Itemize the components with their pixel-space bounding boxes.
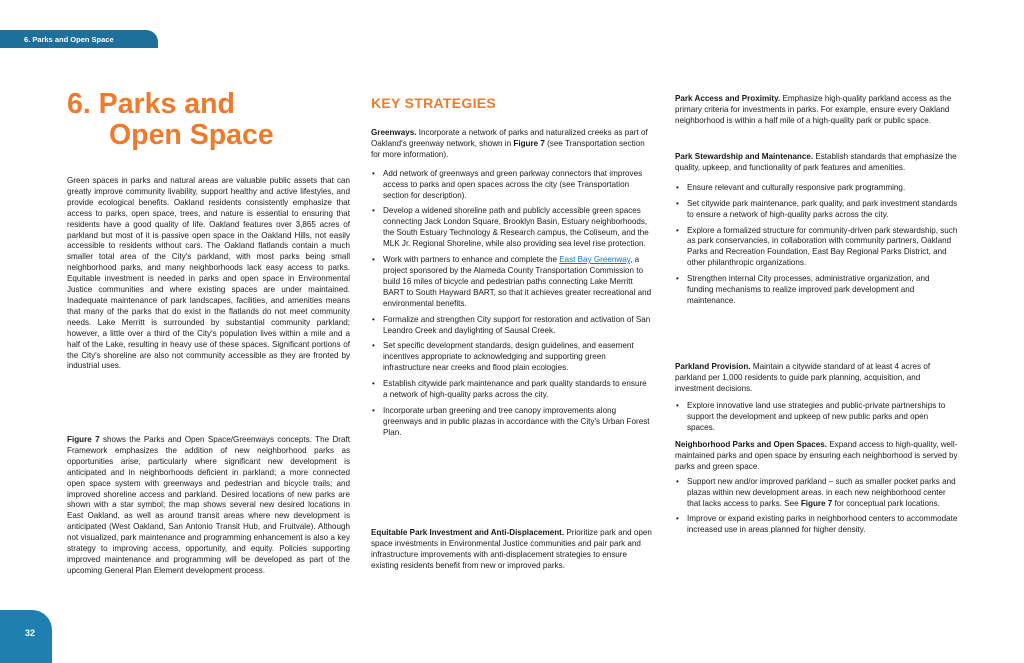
list-item: • Explore a formalized structure for community-driven park stewardship, such as park conservancies, in collaboration with community partners, Oakland Parks and Recreation Foundation, East Bay Regional Parks District, and other philanthropic organizations. <box>675 226 958 270</box>
list-item: • Support new and/or improved parkland – such as smaller pocket parks and plazas within new development areas. in each new neighborhood center that lacks access to parks. See Figure 7 for conceptual park locations. <box>675 477 958 510</box>
list-item: • Improve or expand existing parks in neighborhood centers to accommodate increased use in areas planned for higher density. <box>675 514 958 536</box>
provision-lead: Parkland Provision. <box>675 362 751 371</box>
stewardship-text: Establish standards that emphasize the quality, upkeep, and functionality of park features and amenities. <box>675 152 957 172</box>
list-item: • Set specific development standards, design guidelines, and easement incentives appropriate to acknowledging and supporting green infrastructure near creeks and flood plain ecologies. <box>371 341 653 374</box>
list-item: • Explore innovative land use strategies and public-private partnerships to support the development and upkeep of new public parks and open spaces. <box>675 401 958 434</box>
figure-reference: Figure 7 <box>67 435 100 444</box>
list-item: • Work with partners to enhance and complete the East Bay Greenway, a project sponsored by the Alameda County Transportation Commission to build 16 miles of bicycle and pedestrian paths connecting Lake Merritt BART to South Hayward BART, so that it achieves greater recreational and environmental benefits. <box>371 255 653 310</box>
intro-paragraph: Green spaces in parks and natural areas are valuable public assets that can greatly improve community livability, support healthy and active lifestyles, and provide ecological benefits. Oakland residents consistently emphasize that access to parks, open space, trees, and nature is essential to ensuring that residents have a good quality of life. Oakland features over 3,865 acres of parkland but most of it is passive open space in the Oakland Hills, not easily accessible to residents without cars. The Oakland flatlands contain a much smaller total area of the City's parkland, with most parks being small neighborhood parks, and many neighborhoods lack easy access to parks. Equitable investment is needed in parks and open space in Environmental Justice communities and where existing spaces are under maintained. Inadequate maintenance of park landscapes, facilities, and amenities means that many of the parks that do exist in the flatlands do not meet community needs. Lake Merritt is surrounded by substantial community parkland; however, a little over a third of the City's population lives within a mile and a half of the Lake, resulting in heavy use of these spaces. Significant portions of the City's shoreline are also not community accessible as they are fronted by industrial uses. <box>67 176 350 371</box>
east-bay-greenway-link[interactable]: East Bay Greenway <box>559 255 631 265</box>
list-item: • Add network of greenways and green parkway connectors that improves access to parks and open spaces across the city (see Transportation section for description). <box>371 169 653 202</box>
page-title <box>67 89 357 151</box>
neighborhood-bullet-list <box>675 477 958 537</box>
equitable-text: Prioritize park and open space investments in Environmental Justice communities and pair park and infrastructure improvements with anti-displacement strategies to ensure existing residents benefit from new or improved parks. <box>371 528 652 570</box>
list-item: • Incorporate urban greening and tree canopy improvements along greenways and in public plazas in accordance with the City's Urban Forest Plan. <box>371 406 653 439</box>
neighborhood-text: Expand access to high-quality, well-maintained parks and open space by ensuring each neighborhood is served by parks and green space. <box>675 440 958 471</box>
greenways-bullet-list <box>371 169 653 439</box>
list-item: • Ensure relevant and culturally responsive park programming. <box>675 183 958 194</box>
key-strategies-heading: KEY STRATEGIES <box>371 95 497 111</box>
provision-text: Maintain a citywide standard of at least 4 acres of parkland per 1,000 residents to guide park planning, acquisition, and investment decisions. <box>675 362 931 393</box>
list-item: • Formalize and strengthen City support for restoration and activation of San Leandro Creek and daylighting of Sausal Creek. <box>371 315 653 337</box>
list-item: • Establish citywide park maintenance and park quality standards to ensure a network of high-quality parks across the city. <box>371 379 653 401</box>
neighborhood-figure-ref: Figure 7 <box>800 498 833 508</box>
access-text: Emphasize high-quality parkland access as the primary criteria for investments in parks. For example, ensure every Oakland neighborhood is within a half mile of a high-quality park or public space. <box>675 94 952 125</box>
equitable-block <box>371 528 653 572</box>
greenways-text-a: Incorporate a network of parks and naturalized creeks as part of Oakland's greenway network, shown in <box>371 128 648 148</box>
provision-bullet-list <box>675 401 958 434</box>
greenways-block <box>371 128 653 444</box>
page-title-line2: Open Space <box>109 119 274 151</box>
page-number: 32 <box>0 610 52 663</box>
list-item: • Strengthen internal City processes, administrative organization, and funding mechanisms to realize improved park development and maintenance. <box>675 274 958 307</box>
greenways-text-b: (see Transportation section for more information). <box>371 138 645 159</box>
figure-paragraph <box>67 435 350 577</box>
access-block <box>675 94 958 127</box>
section-tab: 6. Parks and Open Space <box>0 30 158 48</box>
stewardship-block <box>675 152 958 312</box>
stewardship-lead: Park Stewardship and Maintenance. <box>675 152 814 161</box>
neighborhood-lead: Neighborhood Parks and Open Spaces. <box>675 440 828 449</box>
provision-block <box>675 362 958 438</box>
stewardship-bullet-list <box>675 183 958 307</box>
list-item: • Set citywide park maintenance, park quality, and park investment standards to ensure a network of high-quality parks across the city. <box>675 199 958 221</box>
access-lead: Park Access and Proximity. <box>675 94 781 103</box>
list-item: • Develop a widened shoreline path and publicly accessible green spaces connecting Jack London Square, Brooklyn Basin, Estuary neighborhoods, the South Estuary Technology & Research campus, the Coliseum, and the MLK Jr. Regional Shoreline, while also providing sea level rise protection. <box>371 206 653 250</box>
greenways-figure-ref: Figure 7 <box>513 138 545 148</box>
greenways-lead: Greenways. <box>371 128 417 137</box>
page-title-line1: 6. Parks and <box>67 88 235 120</box>
figure-paragraph-text: shows the Parks and Open Space/Greenways concepts. The Draft Framework emphasizes the addition of new neighborhood parks as opportunities arise, particularly where significant new development is anticipated and in neighborhoods deficient in parkland; a more connected open space system with greenways and pedestrian and bicycle trails; and improved shoreline access and parkland. Desired locations of new parks are shown with a star symbol; the map shows several new desired locations in East Oakland, as well as around transit areas where new development is anticipated (West Oakland, San Antonio Transit Hub, and Fruitvale). Although not visualized, park maintenance and programming enhancement is also a key strategy to improving access, opportunity, and equity. Policies supporting improved maintenance and programming will be developed as part of the upcoming General Plan Element development process. <box>67 435 351 575</box>
neighborhood-block <box>675 440 958 541</box>
equitable-lead: Equitable Park Investment and Anti-Displacement. <box>371 528 565 537</box>
